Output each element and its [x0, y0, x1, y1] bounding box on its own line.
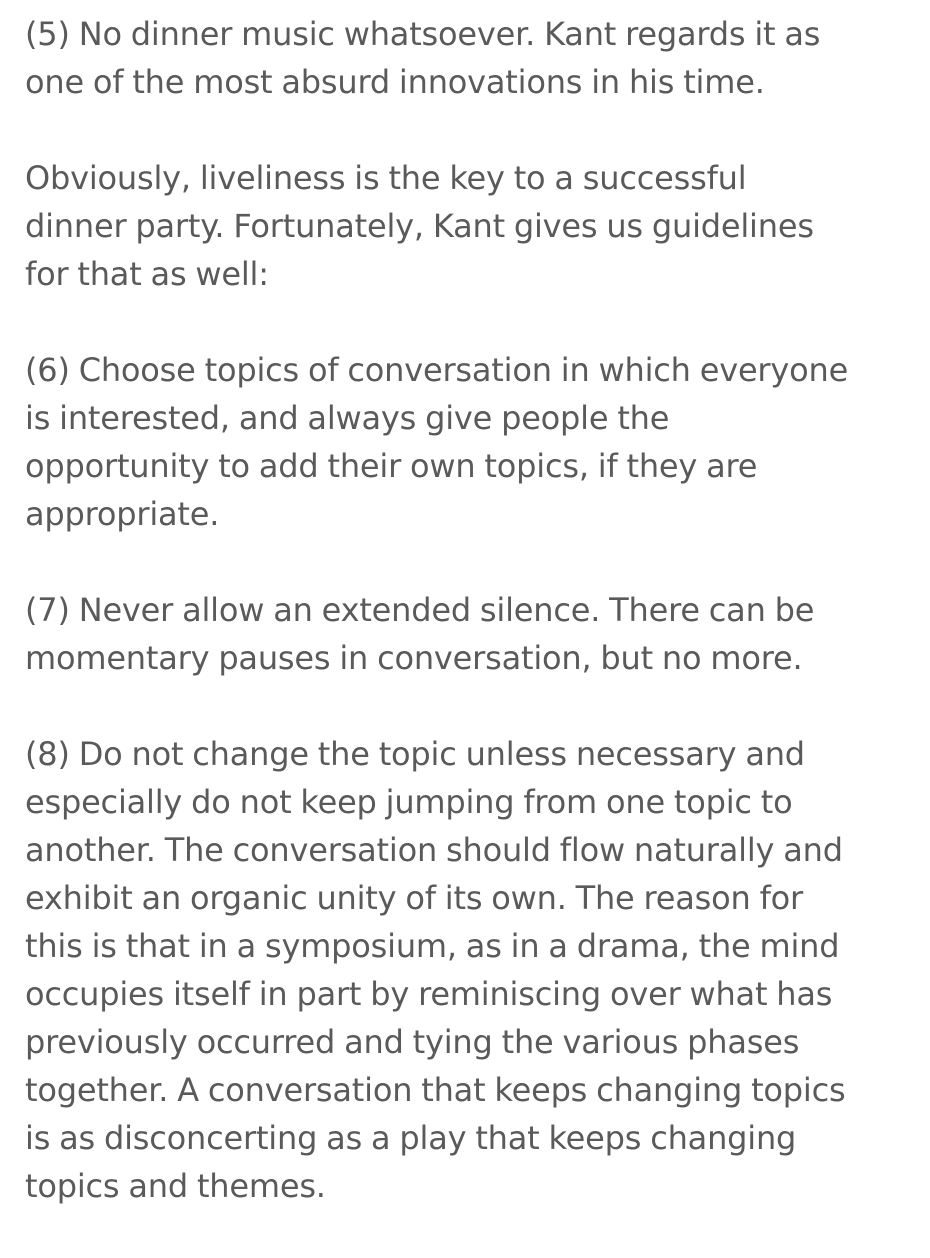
text-line: this is that in a symposium, as in a drama, the mind: [25, 927, 840, 965]
text-line: appropriate.: [25, 495, 220, 533]
text-line: (8) Do not change the topic unless necessary and: [25, 735, 805, 773]
paragraph-rule-6: [25, 346, 925, 538]
text-line: another. The conversation should flow naturally and: [25, 831, 843, 869]
text-line: for that as well:: [25, 255, 269, 293]
text-line: (7) Never allow an extended silence. There can be: [25, 591, 815, 629]
paragraph-rule-8: [25, 730, 925, 1210]
paragraph-liveliness: [25, 154, 925, 298]
text-line: Obviously, liveliness is the key to a successful: [25, 159, 747, 197]
text-line: exhibit an organic unity of its own. The reason for: [25, 879, 803, 917]
paragraph-rule-7: [25, 586, 925, 682]
text-line: previously occurred and tying the various phases: [25, 1023, 800, 1061]
text-line: momentary pauses in conversation, but no more.: [25, 639, 803, 677]
text-line: especially do not keep jumping from one topic to: [25, 783, 793, 821]
text-line: (6) Choose topics of conversation in which everyone: [25, 351, 849, 389]
text-line: is interested, and always give people the: [25, 399, 670, 437]
document-body: [25, 10, 925, 1258]
text-line: one of the most absurd innovations in his time.: [25, 63, 765, 101]
text-line: (5) No dinner music whatsoever. Kant regards it as: [25, 15, 821, 53]
text-line: occupies itself in part by reminiscing over what has: [25, 975, 833, 1013]
paragraph-rule-5: [25, 10, 925, 106]
text-line: topics and themes.: [25, 1167, 326, 1205]
text-line: together. A conversation that keeps changing topics: [25, 1071, 846, 1109]
text-line: dinner party. Fortunately, Kant gives us guidelines: [25, 207, 814, 245]
text-line: opportunity to add their own topics, if they are: [25, 447, 758, 485]
text-line: is as disconcerting as a play that keeps changing: [25, 1119, 797, 1157]
